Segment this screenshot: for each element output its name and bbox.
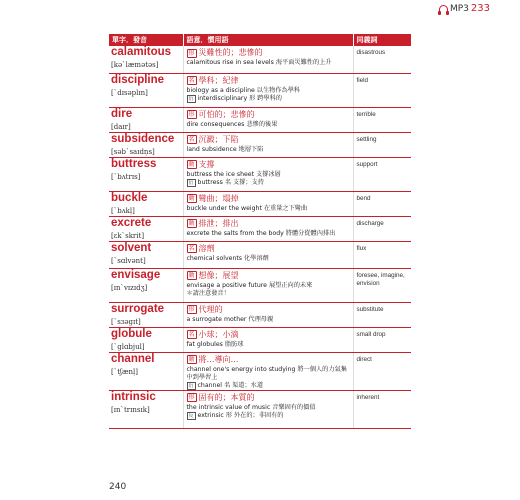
meaning-text: 彎曲；塌掉: [198, 193, 239, 203]
synonym-text: bend: [356, 194, 371, 202]
headword: buttress: [111, 157, 157, 170]
derivation-text: extrinsic 形 外在的；非固有的: [197, 411, 284, 419]
page-number: 240: [109, 482, 127, 492]
pronunciation: [ɪnˋtrɪnsɪk]: [111, 405, 150, 414]
meaning-text: 可怕的；悲慘的: [198, 109, 255, 119]
header-meaning-idioms: 語意．慣用語: [183, 34, 353, 46]
synonym-cell: [353, 352, 411, 390]
meaning-cell: [183, 157, 353, 191]
headword: subsidence: [111, 132, 175, 145]
pronunciation: [səbˋsaɪdṇs]: [111, 147, 155, 156]
example-phrase: envisage a positive future 展望正向的未來: [186, 281, 313, 289]
headphones-icon: [439, 5, 448, 13]
part-of-speech-tag: 動: [188, 356, 195, 363]
part-of-speech-tag: 名: [188, 245, 195, 252]
part-of-speech-tag: 形: [188, 111, 195, 118]
synonym-text: settling: [356, 135, 377, 143]
table-header: [109, 34, 411, 46]
pronunciation: [ˋbʌtrɪs]: [111, 172, 141, 181]
pronunciation: [ˋtʃænḷ]: [111, 367, 139, 376]
word-cell: [109, 73, 183, 107]
part-of-speech-tag: 名: [188, 331, 195, 338]
meaning-line: [187, 393, 353, 403]
synonym-text: substitute: [356, 305, 384, 313]
meaning-line: [187, 330, 353, 340]
meaning-cell: [183, 73, 353, 107]
table-row: [109, 46, 411, 73]
headword: discipline: [111, 73, 165, 86]
headword: intrinsic: [111, 390, 156, 403]
meaning-line: [187, 219, 353, 229]
synonym-text: foresee, imagine, envision: [356, 271, 405, 287]
derivation-marker: 衍: [188, 382, 194, 389]
header-synonyms: 同義詞: [353, 34, 411, 46]
meaning-line: [187, 244, 353, 254]
meaning-line: [187, 305, 353, 315]
derivation-text: ＊請注意發音！: [186, 289, 230, 297]
table-row: [109, 390, 411, 428]
example-phrase: a surrogate mother 代理母親: [186, 315, 274, 323]
meaning-cell: [183, 46, 353, 73]
example-phrase: calamitous rise in sea levels 海平面災難性的上升: [186, 59, 332, 66]
synonym-text: flux: [356, 244, 367, 252]
meaning-cell: [183, 191, 353, 216]
synonym-text: field: [356, 76, 369, 84]
part-of-speech-tag: 動: [188, 161, 195, 168]
word-cell: [109, 46, 183, 73]
example-phrase: excrete the salts from the body 將體分從體內排出: [186, 229, 336, 237]
synonym-cell: [353, 73, 411, 107]
example-phrase: the intrinsic value of music 音樂固有的價值: [186, 403, 316, 411]
synonym-cell: [353, 327, 411, 352]
part-of-speech-tag: 形: [188, 394, 195, 401]
example-phrase: buckle under the weight 在重量之下彎曲: [186, 204, 308, 212]
pronunciation: [ɪnˋvɪzɪdʒ]: [111, 283, 148, 292]
meaning-line: [187, 194, 353, 204]
example-phrase: channel one's energy into studying 將一個人的力氣集中到學習上: [186, 365, 347, 381]
derivation-line: [187, 179, 353, 187]
word-cell: [109, 241, 183, 268]
example-phrase: land subsidence 地層下陷: [186, 145, 264, 153]
meaning-text: 沉澱；下陷: [198, 134, 239, 144]
meaning-cell: [183, 268, 353, 302]
part-of-speech-tag: 名: [188, 136, 195, 143]
mp3-label: MP3: [449, 3, 469, 14]
derivation-marker: 衍: [188, 179, 194, 186]
meaning-text: 將…導向…: [198, 354, 239, 364]
table-row: [109, 352, 411, 390]
audio-track-label[interactable]: [439, 3, 490, 14]
meaning-text: 小球；小滴: [198, 329, 239, 339]
synonym-text: terrible: [356, 110, 376, 118]
derivation-text: channel 名 渠道；水道: [197, 381, 264, 389]
headword: calamitous: [111, 46, 172, 58]
headword: solvent: [111, 241, 152, 254]
derivation-marker: 衍: [188, 95, 194, 102]
meaning-text: 學科；紀律: [198, 75, 239, 85]
pronunciation: [kəˋlæmətəs]: [111, 61, 159, 69]
table-row: [109, 327, 411, 352]
headword: buckle: [111, 191, 148, 204]
word-cell: [109, 157, 183, 191]
table-row: [109, 302, 411, 327]
part-of-speech-tag: 動: [188, 272, 195, 279]
meaning-text: 想像；展望: [198, 270, 239, 280]
synonym-cell: [353, 302, 411, 327]
meaning-line: [187, 271, 353, 281]
synonym-text: inherent: [356, 393, 380, 401]
synonym-cell: [353, 390, 411, 428]
word-cell: [109, 302, 183, 327]
example-phrase: buttress the ice sheet 支撐冰層: [186, 170, 281, 178]
meaning-line: [187, 160, 353, 170]
derivation-line: [187, 412, 353, 420]
synonym-cell: [353, 157, 411, 191]
derivation-text: interdisciplinary 形 跨學科的: [197, 94, 282, 102]
table-row: [109, 268, 411, 302]
meaning-text: 排泄；排出: [198, 218, 239, 228]
derivation-marker: 反: [188, 412, 194, 419]
synonym-text: support: [356, 160, 378, 168]
pronunciation: [ɛkˋskrit]: [111, 231, 145, 240]
synonym-cell: [353, 132, 411, 157]
derivation-line: [187, 290, 353, 298]
meaning-text: 溶劑: [198, 243, 215, 253]
headword: globule: [111, 327, 152, 340]
pronunciation: [ˋglɑbjul]: [111, 342, 145, 351]
table-row: [109, 107, 411, 132]
synonym-text: small drop: [356, 330, 386, 338]
pronunciation: [ˋsɜəgɪt]: [111, 317, 141, 326]
headword: envisage: [111, 268, 161, 281]
headword: channel: [111, 352, 155, 365]
word-cell: [109, 352, 183, 390]
derivation-line: [187, 382, 353, 390]
word-cell: [109, 327, 183, 352]
meaning-cell: [183, 107, 353, 132]
word-cell: [109, 132, 183, 157]
synonym-text: direct: [356, 355, 372, 363]
part-of-speech-tag: 名: [188, 77, 195, 84]
synonym-cell: [353, 46, 411, 73]
meaning-cell: [183, 216, 353, 241]
meaning-line: [187, 135, 353, 145]
example-phrase: biology as a discipline 以生物作為學科: [186, 86, 301, 94]
table-row: [109, 191, 411, 216]
table-row: [109, 73, 411, 107]
meaning-cell: [183, 352, 353, 390]
pronunciation: [ˋdɪsəplɪn]: [111, 88, 148, 97]
meaning-cell: [183, 241, 353, 268]
meaning-text: 災難性的；悲慘的: [198, 48, 263, 57]
word-cell: [109, 390, 183, 428]
example-phrase: dire consequences 悲慘的後果: [186, 120, 278, 128]
meaning-line: [187, 110, 353, 120]
synonym-text: disastrous: [356, 49, 386, 56]
word-cell: [109, 216, 183, 241]
header-word-pronunciation: 單字．發音: [109, 34, 183, 46]
meaning-cell: [183, 327, 353, 352]
pronunciation: [ˋsɑlvənt]: [111, 256, 146, 265]
meaning-cell: [183, 302, 353, 327]
synonym-cell: [353, 268, 411, 302]
part-of-speech-tag: 動: [188, 220, 195, 227]
table-body: [109, 46, 411, 428]
synonym-cell: [353, 191, 411, 216]
synonym-cell: [353, 216, 411, 241]
vocabulary-table: [109, 34, 411, 429]
meaning-cell: [183, 132, 353, 157]
meaning-text: 代理的: [198, 304, 223, 314]
word-cell: [109, 107, 183, 132]
headword: dire: [111, 107, 133, 120]
pronunciation: [ˋbʌkḷ]: [111, 206, 135, 215]
part-of-speech-tag: 形: [188, 49, 195, 57]
meaning-cell: [183, 390, 353, 428]
word-cell: [109, 268, 183, 302]
synonym-cell: [353, 241, 411, 268]
meaning-text: 固有的；本質的: [198, 392, 255, 402]
table-row: [109, 157, 411, 191]
headword: excrete: [111, 216, 152, 229]
meaning-line: [187, 48, 353, 58]
meaning-line: [187, 355, 353, 365]
synonym-text: discharge: [356, 219, 384, 227]
meaning-line: [187, 76, 353, 86]
derivation-line: [187, 95, 353, 103]
pronunciation: [daɪr]: [111, 122, 131, 131]
example-phrase: fat globules 脂肪球: [186, 340, 244, 348]
synonym-cell: [353, 107, 411, 132]
part-of-speech-tag: 形: [188, 306, 195, 313]
derivation-text: buttress 名 支撐；支持: [197, 178, 264, 186]
table-row: [109, 132, 411, 157]
word-cell: [109, 191, 183, 216]
example-phrase: chemical solvents 化學溶劑: [186, 254, 269, 262]
table-row: [109, 241, 411, 268]
track-number: 233: [470, 3, 490, 14]
table-row: [109, 216, 411, 241]
headword: surrogate: [111, 302, 165, 315]
part-of-speech-tag: 動: [188, 195, 195, 202]
meaning-text: 支撐: [198, 159, 215, 169]
